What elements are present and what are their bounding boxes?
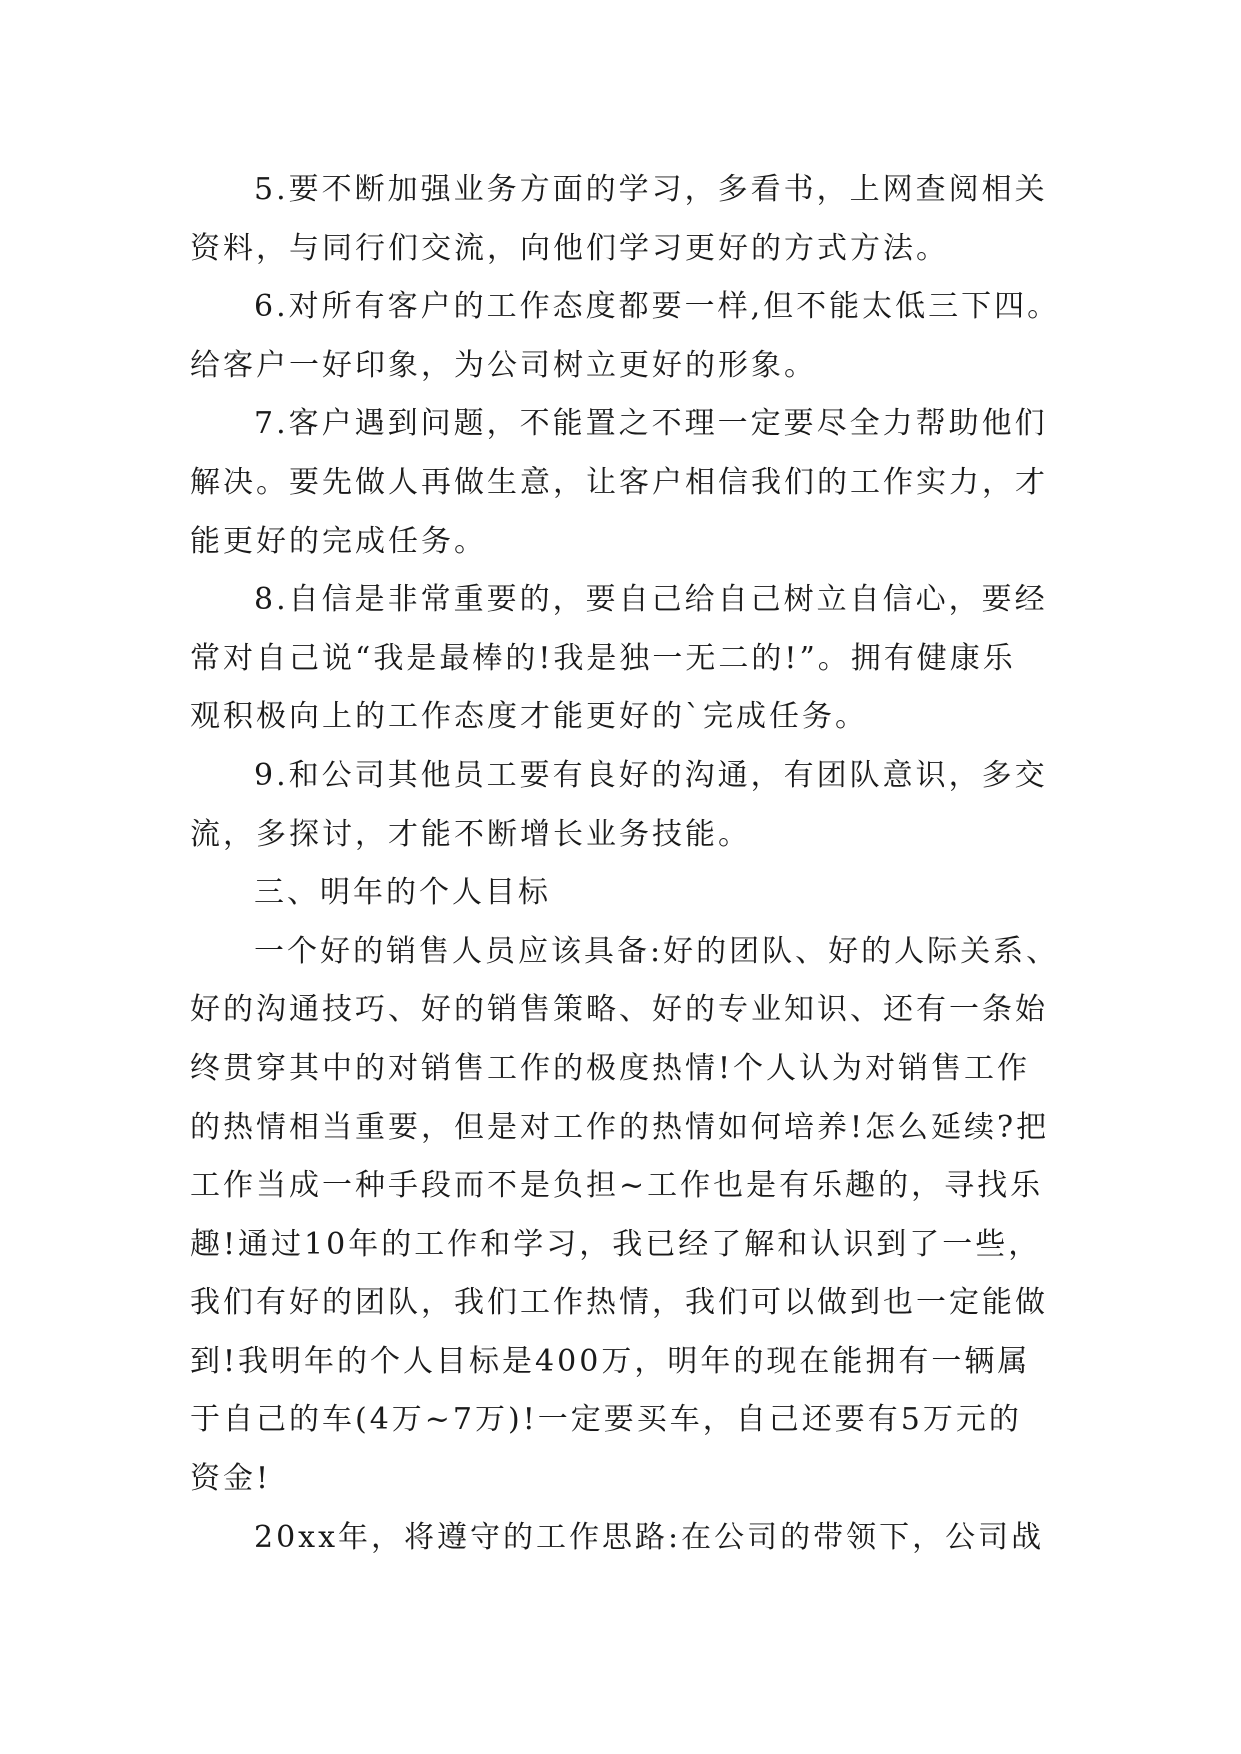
text-line: 趣!通过10年的工作和学习，我已经了解和认识到了一些， (190, 1226, 1042, 1262)
text-line: 20xx年，将遵守的工作思路:在公司的带领下，公司战 (254, 1519, 1045, 1555)
text-line: 一个好的销售人员应该具备:好的团队、好的人际关系、 (254, 933, 1060, 969)
text-line: 资料，与同行们交流，向他们学习更好的方式方法。 (190, 230, 949, 266)
text-line: 8.自信是非常重要的，要自己给自己树立自信心，要经 (254, 582, 1048, 618)
text-line: 流，多探讨，才能不断增长业务技能。 (190, 816, 751, 852)
text-line: 9.和公司其他员工要有良好的沟通，有团队意识，多交 (254, 757, 1048, 793)
text-line: 7.客户遇到问题，不能置之不理一定要尽全力帮助他们 (254, 406, 1048, 442)
text-line: 终贯穿其中的对销售工作的极度热情!个人认为对销售工作 (190, 1050, 1031, 1086)
text-line: 5.要不断加强业务方面的学习，多看书，上网查阅相关 (254, 172, 1048, 207)
text-line: 工作当成一种手段而不是负担~工作也是有乐趣的，寻找乐 (190, 1168, 1044, 1204)
text-line: 到!我明年的个人目标是400万，明年的现在能拥有一辆属 (190, 1343, 1031, 1379)
text-line: 给客户一好印象，为公司树立更好的形象。 (190, 347, 817, 383)
text-line: 资金! (190, 1461, 272, 1497)
text-line: 解决。要先做人再做生意，让客户相信我们的工作实力，才 (190, 464, 1048, 500)
text-line: 常对自己说“我是最棒的!我是独一无二的!”。拥有健康乐 (190, 640, 1016, 676)
text-line: 好的沟通技巧、好的销售策略、好的专业知识、还有一条始 (190, 992, 1048, 1028)
section-heading: 三、明年的个人目标 (254, 875, 551, 911)
document-body (190, 161, 1090, 1567)
text-line: 我们有好的团队，我们工作热情，我们可以做到也一定能做 (190, 1285, 1048, 1321)
text-line: 6.对所有客户的工作态度都要一样,但不能太低三下四。 (254, 289, 1061, 325)
text-line: 能更好的完成任务。 (190, 523, 487, 559)
text-line: 的热情相当重要，但是对工作的热情如何培养!怎么延续?把 (190, 1109, 1050, 1145)
text-line: 于自己的车(4万~7万)!一定要买车，自己还要有5万元的 (190, 1402, 1022, 1438)
text-line: 观积极向上的工作态度才能更好的`完成任务。 (190, 699, 868, 735)
